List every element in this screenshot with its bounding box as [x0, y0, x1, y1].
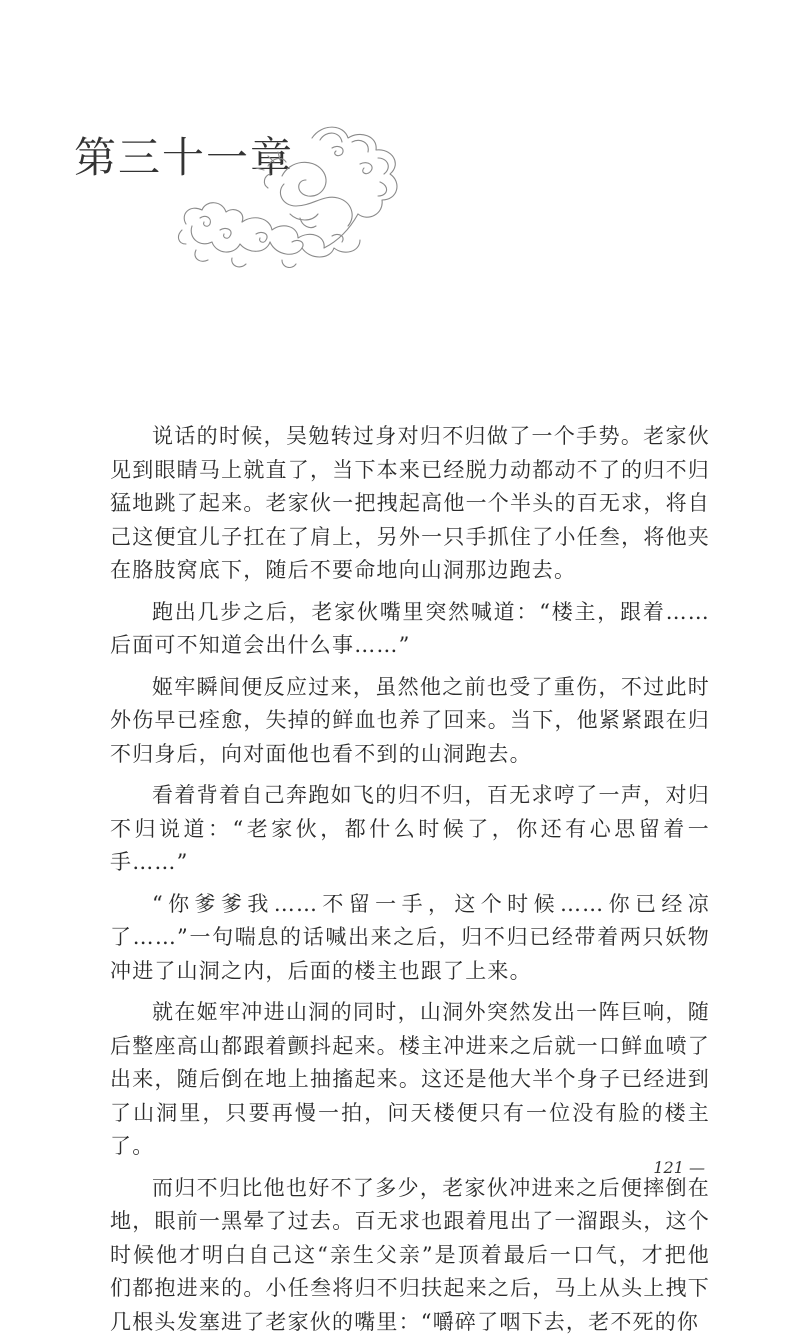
paragraph: 而归不归比他也好不了多少，老家伙冲进来之后便摔倒在地，眼前一黑晕了过去。百无求也跟着甩出了一溜跟头，这个时候他才明白自己这“亲生父亲”是顶着最后一口气，才把他们都抱进来的。小任叁将归不归扶起来之后，马上从头上拽下几根头发塞进了老家伙的嘴里：“嚼碎了咽下去，老不死的你 — [110, 1172, 710, 1339]
paragraph: 就在姬牢冲进山洞的同时，山洞外突然发出一阵巨响，随后整座高山都跟着颤抖起来。楼主冲进来之后就一口鲜血喷了出来，随后倒在地上抽搐起来。这还是他大半个身子已经进到了山洞里，只要再慢一拍，问天楼便只有一位没有脸的楼主了。 — [110, 996, 710, 1164]
paragraph: 姬牢瞬间便反应过来，虽然他之前也受了重伤，不过此时外伤早已痊愈，失掉的鲜血也养了回来。当下，他紧紧跟在归不归身后，向对面他也看不到的山洞跑去。 — [110, 671, 710, 772]
chapter-title: 第三十一章 — [74, 128, 294, 188]
paragraph: 看着背着自己奔跑如飞的归不归，百无求哼了一声，对归不归说道：“老家伙，都什么时候了，你还有心思留着一手……” — [110, 779, 710, 880]
cloud-dragon-ornament-icon — [172, 118, 412, 283]
chapter-body — [110, 420, 710, 1339]
paragraph: 说话的时候，吴勉转过身对归不归做了一个手势。老家伙见到眼睛马上就直了，当下本来已经脱力动都动不了的归不归猛地跳了起来。老家伙一把拽起高他一个半头的百无求，将自己这便宜儿子扛在了肩上，另外一只手抓住了小任叁，将他夹在胳肢窝底下，随后不要命地向山洞那边跑去。 — [110, 420, 710, 588]
paragraph: “你爹爹我……不留一手，这个时候……你已经凉了……”一句喘息的话喊出来之后，归不归已经带着两只妖物冲进了山洞之内，后面的楼主也跟了上来。 — [110, 888, 710, 989]
page-number: 121 — — [653, 1158, 705, 1177]
paragraph: 跑出几步之后，老家伙嘴里突然喊道：“楼主，跟着……后面可不知道会出什么事……” — [110, 596, 710, 663]
